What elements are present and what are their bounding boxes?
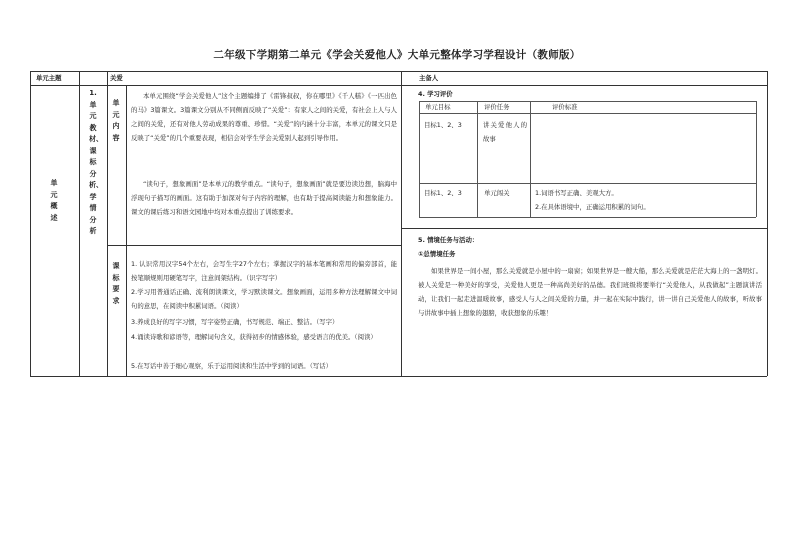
- unit-overview-label: 单元概述: [50, 179, 58, 222]
- col-divider-3: [126, 85, 127, 376]
- overview-bottom-border: [30, 376, 767, 377]
- col-divider-2: [107, 71, 108, 376]
- textbook-analysis-label: 1.单元教材、课标分析、学情分析: [89, 89, 103, 235]
- situation-heading: 5. 情境任务与活动：: [418, 236, 479, 244]
- table-right-border: [767, 71, 768, 376]
- standard-requirement-label: 课标要求: [112, 262, 120, 305]
- evaluation-heading: 4. 学习评价: [418, 90, 453, 98]
- unit-content-paragraph-2: “读句子，想象画面”是本单元的教学重点。“读句子，想象画面”就是要边读边想，脑海中浮现句子描写的画面。这有助于加深对句子内容的理解，也有助于提高阅读能力和想象能力。课文的课后练习和语文园地中均对本重点提出了训练要求。: [131, 180, 397, 216]
- eval-row-1-goal: 目标1、2、3: [424, 121, 462, 129]
- eval-header-task: 评价任务: [484, 103, 510, 111]
- eval-header-goal: 单元目标: [425, 103, 451, 111]
- unit-content-label: 单元内容: [112, 99, 120, 142]
- table-left-border: [30, 71, 31, 376]
- col-divider-1: [79, 71, 80, 376]
- header-row-border: [30, 85, 767, 86]
- lead-preparer-label: 主备人: [419, 74, 439, 82]
- general-task-heading: ①总情境任务: [418, 250, 456, 258]
- requirement-item-5: 5.在写话中善于细心观察，乐于运用阅读和生活中学到的词语。（写话）: [131, 362, 333, 370]
- eval-header-criteria: 评价标准: [552, 103, 578, 111]
- general-task-text: 如果世界是一间小屋，那么关爱就是小屋中的一扇窗；如果世界是一艘大船，那么关爱就是茫茫大海上的一盏明灯。被人关爱是一种美好的享受，关爱他人更是一种高尚美好的品德。我们班级将要举行“关爱他人，从我做起”主题演讲活动，让我们一起走进温暖故事，感受人与人之间关爱的力量，并一起在实际中践行，讲一讲自己关爱他人的故事，听故事与讲故事中插上想象的翅膀，收获想象的乐趣！: [418, 267, 762, 317]
- eval-row-2-criteria-1: 1.词语书写正确、美观大方。: [535, 189, 618, 197]
- requirement-item-1: 1. 认识常用汉字54个左右，会写生字27个左右；掌握汉字的基本笔画和常用的偏旁部首，能按笔顺规则用硬笔写字，注意间架结构。（识字写字）: [131, 260, 397, 282]
- unit-theme-label: 单元主题: [36, 74, 62, 82]
- eval-row-2-goal: 目标1、2、3: [424, 189, 462, 197]
- page-title: 二年级下学期第二单元《学会关爱他人》大单元整体学习学程设计（教师版）: [213, 49, 581, 61]
- unit-content-paragraph-1: 本单元围绕“学会关爱他人”这个主题编排了《雷锋叔叔，你在哪里》《千人糕》《一匹出色的马》3篇课文。3篇课文分别从不同侧面反映了“关爱”：有家人之间的关爱，有社会上人与人之间的关爱，还有对他人劳动成果的尊重、珍惜。“关爱”的内涵十分丰富，本单元的课文只是反映了“关爱”的几个重要表现，相信会对学生学会关爱别人起到引导作用。: [131, 92, 397, 142]
- requirement-item-2: 2.学习用普通话正确、流利朗读课文，学习默读课文。想象画面，运用多种方法理解课文中词句的意思，在阅读中积累词语。（阅读）: [131, 288, 397, 310]
- requirement-item-4: 4.诵读诗歌和谚语等，理解词句含义，获得初步的情感体验，感受语言的优美。（阅读）: [131, 333, 377, 341]
- eval-row-2-criteria-2: 2.在具体语境中，正确运用积累的词句。: [535, 203, 650, 211]
- requirement-item-3: 3.养成良好的写字习惯，写字姿势正确，书写规范、端正、整洁。（写字）: [131, 318, 339, 326]
- unit-theme-value: 关爱: [110, 74, 123, 82]
- col-divider-mid: [401, 71, 402, 376]
- eval-row-1-task: 讲关爱他人的故事: [483, 121, 527, 143]
- content-requirement-divider: [107, 245, 401, 246]
- table-top-border: [30, 71, 767, 72]
- eval-row-2-task: 单元闯关: [484, 189, 510, 197]
- right-section-divider: [401, 228, 767, 229]
